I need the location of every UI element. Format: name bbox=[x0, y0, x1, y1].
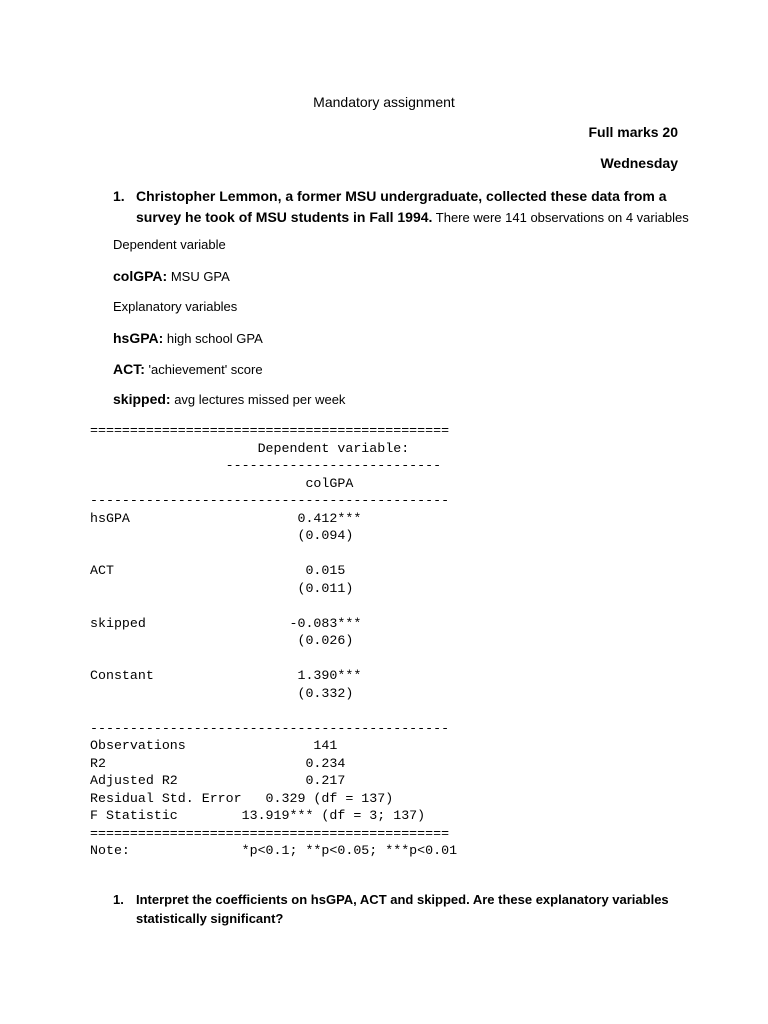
regression-table-line: ACT 0.015 bbox=[90, 563, 450, 578]
document-title: Mandatory assignment bbox=[313, 94, 455, 110]
regression-table-line: colGPA bbox=[90, 475, 450, 491]
regression-table-line: (0.094) bbox=[90, 528, 450, 543]
regression-table-line: Constant 1.390*** bbox=[90, 668, 450, 683]
regression-table-line bbox=[90, 702, 457, 720]
regression-table-line: hsGPA 0.412*** bbox=[90, 510, 450, 526]
regression-table-line: Adjusted R2 0.217 bbox=[90, 773, 450, 788]
variable-act-desc: 'achievement' score bbox=[144, 362, 263, 377]
regression-table bbox=[90, 422, 457, 860]
regression-table-line: skipped -0.083*** bbox=[90, 615, 450, 631]
regression-table-line: Residual Std. Error 0.329 (df = 137) bbox=[90, 790, 450, 806]
question-2-number: 1. bbox=[113, 892, 124, 907]
question-1-bold-text: Christopher Lemmon, a former MSU undergraduate, collected these data from a survey he took of MSU students in Fall 1994. bbox=[136, 188, 667, 225]
variable-hsgpa bbox=[113, 330, 263, 346]
question-2 bbox=[113, 890, 693, 928]
variable-act-key: ACT: bbox=[113, 361, 145, 377]
regression-table-line bbox=[90, 545, 457, 563]
dependent-variable-heading: Dependent variable bbox=[113, 237, 226, 252]
regression-table-line bbox=[90, 597, 457, 615]
variable-skipped bbox=[113, 391, 345, 407]
variable-skipped-key: skipped: bbox=[113, 391, 171, 407]
question-1 bbox=[113, 186, 693, 228]
variable-colgpa-key: colGPA: bbox=[113, 268, 168, 284]
regression-table-line: (0.332) bbox=[90, 685, 450, 701]
regression-table-line: --------------------------------------------- bbox=[90, 493, 450, 508]
variable-colgpa bbox=[113, 268, 230, 284]
question-2-text: Interpret the coefficients on hsGPA, ACT and skipped. Are these explanatory variables statistically significant? bbox=[136, 892, 669, 926]
variable-hsgpa-desc: high school GPA bbox=[163, 331, 263, 346]
variable-colgpa-desc: MSU GPA bbox=[167, 269, 230, 284]
regression-table-line: Dependent variable: bbox=[90, 440, 450, 456]
regression-table-line: (0.011) bbox=[90, 580, 450, 596]
regression-table-line: R2 0.234 bbox=[90, 755, 450, 771]
question-1-normal-text: There were 141 observations on 4 variables bbox=[432, 210, 689, 225]
regression-table-line bbox=[90, 650, 457, 668]
regression-table-line: --------------------------- bbox=[90, 458, 442, 473]
full-marks: Full marks 20 bbox=[588, 124, 678, 140]
day-label: Wednesday bbox=[600, 155, 678, 171]
regression-table-line: F Statistic 13.919*** (df = 3; 137) bbox=[90, 808, 450, 823]
variable-hsgpa-key: hsGPA: bbox=[113, 330, 164, 346]
variable-skipped-desc: avg lectures missed per week bbox=[170, 392, 346, 407]
regression-table-line: Note: *p<0.1; **p<0.05; ***p<0.01 bbox=[90, 843, 458, 858]
question-1-body bbox=[136, 186, 693, 228]
regression-table-line: ============================================= bbox=[90, 423, 450, 438]
variable-act bbox=[113, 361, 263, 377]
regression-table-line: ============================================= bbox=[90, 825, 450, 841]
regression-table-line: (0.026) bbox=[90, 633, 450, 648]
regression-table-line: --------------------------------------------- bbox=[90, 720, 450, 736]
question-1-number: 1. bbox=[113, 188, 125, 204]
explanatory-variables-heading: Explanatory variables bbox=[113, 299, 238, 314]
regression-table-line: Observations 141 bbox=[90, 738, 450, 753]
